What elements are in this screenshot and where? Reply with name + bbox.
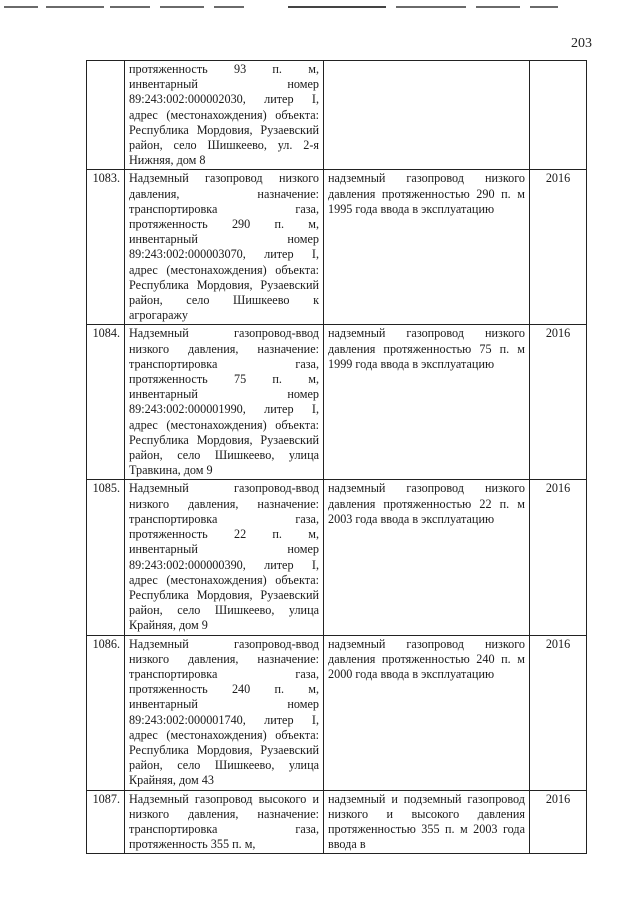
year: 2016	[530, 325, 587, 480]
table-row	[87, 61, 587, 170]
object-name: Надземный газопровод-ввод низкого давления, назначение: транспортировка газа, протяженность 75 п. м, инвентарный номер 89:243:002:000001990, литер I, адрес (местонахождения) объекта: Республика Мордовия, Рузаевский район, село Шишкеево, улица Травкина, дом 9	[125, 325, 324, 480]
year	[530, 61, 587, 170]
row-number: 1085.	[87, 480, 125, 635]
object-name: протяженность 93 п. м, инвентарный номер 89:243:002:000002030, литер I, адрес (местонахождения) объекта: Республика Мордовия, Рузаевский район, село Шишкеево, ул. 2-я Нижняя, дом 8	[125, 61, 324, 170]
table-row	[87, 790, 587, 854]
table-row	[87, 480, 587, 635]
row-number: 1086.	[87, 635, 125, 790]
object-name: Надземный газопровод-ввод низкого давления, назначение: транспортировка газа, протяженность 22 п. м, инвентарный номер 89:243:002:000000390, литер I, адрес (местонахождения) объекта: Республика Мордовия, Рузаевский район, село Шишкеево, улица Крайняя, дом 9	[125, 480, 324, 635]
year: 2016	[530, 170, 587, 325]
object-name: Надземный газопровод-ввод низкого давления, назначение: транспортировка газа, протяженность 240 п. м, инвентарный номер 89:243:002:000001740, литер I, адрес (местонахождения) объекта: Республика Мордовия, Рузаевский район, село Шишкеево, улица Крайняя, дом 43	[125, 635, 324, 790]
object-name: Надземный газопровод низкого давления, назначение: транспортировка газа, протяженность 290 п. м, инвентарный номер 89:243:002:000003070, литер I, адрес (местонахождения) объекта: Республика Мордовия, Рузаевский район, село Шишкеево к агрогаражу	[125, 170, 324, 325]
object-name: Надземный газопровод высокого и низкого давления, назначение: транспортировка газа, протяженность 355 п. м,	[125, 790, 324, 854]
object-description: надземный и подземный газопровод низкого и высокого давления протяженностью 355 п. м 2003 года ввода в	[324, 790, 530, 854]
row-number	[87, 61, 125, 170]
table-row	[87, 635, 587, 790]
property-table	[86, 60, 587, 854]
year: 2016	[530, 635, 587, 790]
table-row	[87, 170, 587, 325]
object-description	[324, 61, 530, 170]
row-number: 1084.	[87, 325, 125, 480]
page-number: 203	[571, 36, 592, 51]
year: 2016	[530, 790, 587, 854]
row-number: 1083.	[87, 170, 125, 325]
object-description: надземный газопровод низкого давления протяженностью 75 п. м 1999 года ввода в эксплуатацию	[324, 325, 530, 480]
row-number: 1087.	[87, 790, 125, 854]
object-description: надземный газопровод низкого давления протяженностью 22 п. м 2003 года ввода в эксплуатацию	[324, 480, 530, 635]
object-description: надземный газопровод низкого давления протяженностью 240 п. м 2000 года ввода в эксплуатацию	[324, 635, 530, 790]
table-row	[87, 325, 587, 480]
year: 2016	[530, 480, 587, 635]
object-description: надземный газопровод низкого давления протяженностью 290 п. м 1995 года ввода в эксплуатацию	[324, 170, 530, 325]
